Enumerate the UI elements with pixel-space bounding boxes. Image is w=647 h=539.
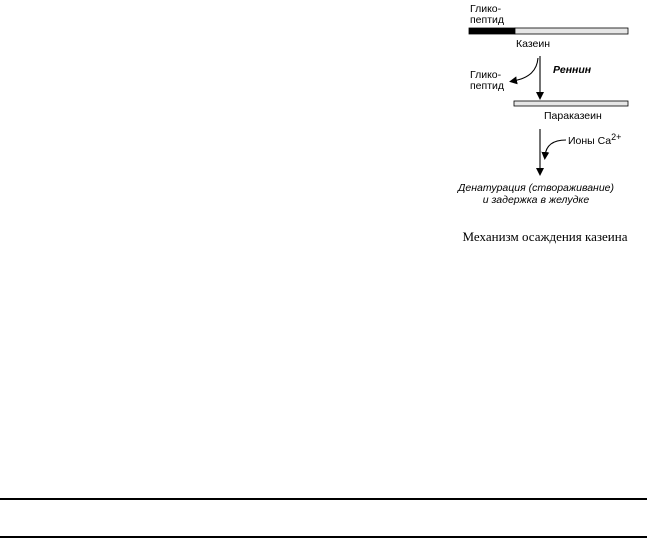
calcium-ions-arrow: [545, 140, 566, 156]
glycopeptide-release-arrow: [513, 58, 538, 81]
casein-label: Казеин: [516, 38, 551, 50]
divider-bottom: [0, 536, 647, 538]
glycopeptide-label-top: Глико-: [470, 3, 502, 15]
paracasein-label: Параказеин: [544, 110, 602, 122]
divider-top: [0, 498, 647, 500]
glycopeptide-label-side-line2: пептид: [470, 80, 505, 92]
figure-caption: Механизм осаждения казеина: [462, 229, 628, 244]
glycopeptide-label-top-line2: пептид: [470, 14, 505, 26]
calcium-ions-label: [568, 132, 621, 147]
casein-bar-glycopeptide-segment: [469, 28, 515, 34]
casein-bar-main-segment: [515, 28, 628, 34]
denaturation-label-line1: Денатурация (створаживание): [457, 182, 615, 194]
glycopeptide-label-side: Глико-: [470, 69, 502, 81]
calcium-ions-text: Ионы Ca: [568, 135, 612, 147]
paracasein-bar: [514, 101, 628, 106]
calcium-charge-superscript: 2+: [611, 132, 622, 142]
denaturation-label-line2: и задержка в желудке: [482, 194, 590, 206]
rennin-label: Реннин: [553, 64, 592, 76]
